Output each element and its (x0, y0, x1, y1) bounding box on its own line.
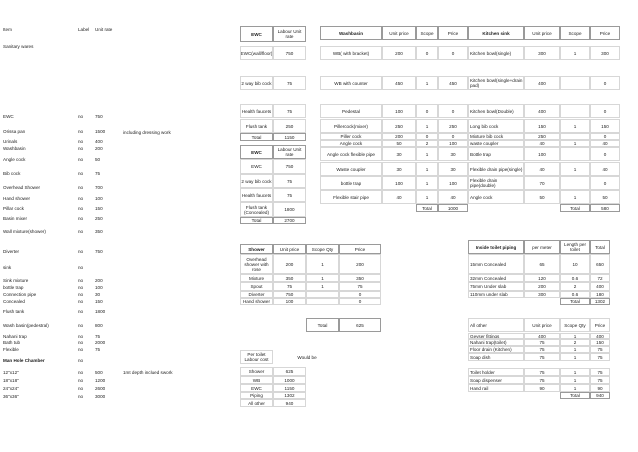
ewc2-cell: 75 (273, 188, 306, 202)
item-value: no (78, 195, 84, 201)
other-cell: 1 (560, 333, 590, 339)
item-name: 12"x12" (3, 369, 19, 375)
summary-cell: EWC (240, 384, 273, 392)
item-value: 350 (95, 228, 103, 234)
item-value: no (78, 156, 84, 162)
other-cell: 75 (524, 346, 560, 353)
summary-cell: All other (240, 399, 273, 407)
item-name: Sanitary wares (3, 43, 34, 49)
item-name: Orissa pan (3, 128, 26, 134)
other-header: Unit price (524, 318, 560, 332)
item-value: 800 (95, 323, 103, 328)
kitchen-cell: Long bib cock (468, 119, 524, 133)
item-value: 700 (95, 184, 103, 190)
ewc1-cell: 250 (273, 119, 306, 133)
other-cell: 1 (560, 353, 590, 361)
wash-cell: 0 (416, 104, 438, 118)
wash-cell: 450 (382, 76, 416, 90)
other-cell: 90 (524, 384, 560, 392)
wash-cell: Pillercock(mixer) (320, 119, 382, 133)
summary-cell: Per toilet Labour cost (240, 350, 273, 364)
inside-header: Total (590, 240, 610, 254)
wash-cell: Angle cock (320, 140, 382, 147)
kitchen-cell: 50 (524, 190, 560, 204)
other-cell: 75 (590, 353, 610, 361)
item-value: no (78, 369, 84, 375)
item-value (94, 259, 122, 275)
kitchen-cell (560, 133, 590, 140)
item-value: 150 (95, 298, 103, 304)
other-cell: 150 (590, 339, 610, 346)
shower-total-label: Total (306, 318, 339, 332)
inside-cell: 10 (560, 254, 590, 274)
ewc1-cell: Health faucets (240, 104, 273, 118)
item-name: Flush tank (3, 308, 25, 314)
kitchen-cell (560, 104, 590, 118)
summary-cell: WB (240, 376, 273, 384)
item-value: 750 (95, 114, 103, 119)
other-cell: 90 (590, 384, 610, 392)
kitchen-cell: 50 (590, 190, 620, 204)
kitchen-cell: Kitchen bowl(single+drain pad) (470, 78, 523, 88)
kitchen-cell: 1 (560, 190, 590, 204)
item-value: no (78, 205, 84, 211)
ewc2-cell: EWC (240, 159, 273, 174)
item-value: 200 (95, 146, 103, 151)
wash-cell: 1 (416, 162, 438, 176)
other-total-label: Total (560, 392, 590, 399)
kitchen-cell (560, 147, 590, 161)
wash-cell: 200 (382, 133, 416, 140)
kitchen-cell: 1 (560, 119, 590, 133)
wash-cell: 100 (438, 140, 468, 147)
shower-cell: 75 (273, 282, 306, 291)
other-cell: 400 (590, 333, 610, 339)
kitchen-cell: 0 (590, 133, 620, 140)
inside-cell: 200 (524, 282, 560, 291)
shower-cell: Hand shower (240, 298, 273, 305)
item-value: no (78, 146, 84, 151)
wash-cell: 50 (382, 140, 416, 147)
ewc2-cell: Flush tank (Concealed) (240, 202, 273, 217)
other-cell: 2 (560, 339, 590, 346)
wash-cell: 0 (416, 46, 438, 60)
kitchen-cell: waste coupler (468, 140, 524, 147)
shower-cell: 750 (273, 291, 306, 298)
item-value: 30 (95, 292, 101, 297)
inside-cell: 32mm Concealed (468, 274, 524, 282)
kitchen-cell: Mixture bib cock (468, 133, 524, 140)
kitchen-cell: 400 (524, 104, 560, 118)
ewc1-cell: EWC(wall/floor) (240, 46, 273, 60)
item-value: no (78, 184, 84, 190)
item-value: 150 (95, 205, 103, 211)
shower-cell: Spout (240, 282, 273, 291)
summary-cell: Piping (240, 392, 273, 399)
inside-cell: 72 (590, 274, 610, 282)
wash-header: Price (438, 26, 468, 40)
kitchen-header: Unit price (524, 26, 560, 40)
item-value: 100 (95, 195, 103, 201)
kitchen-cell: 150 (524, 119, 560, 133)
shower-header: Shower (240, 244, 273, 254)
summary-cell: Shower (240, 367, 273, 376)
item-value: 2600 (95, 385, 106, 391)
item-value: 1500 (95, 128, 106, 134)
other-cell: 75 (524, 368, 560, 376)
item-value: no (78, 114, 84, 119)
kitchen-cell: 0 (590, 147, 620, 161)
kitchen-cell: Flexible drain pipe(single) (468, 162, 524, 176)
kitchen-header: Scope (560, 26, 590, 40)
kitchen-cell: 1 (560, 162, 590, 176)
kitchen-header: Price (590, 26, 620, 40)
item-name: Wall mixture(shower) (3, 228, 46, 234)
ewc2-cell: 75 (273, 174, 306, 188)
item-value: no (78, 393, 84, 399)
other-cell: Toilet holder (468, 368, 524, 376)
shower-cell: 1 (306, 274, 339, 282)
item-value: 400 (95, 139, 103, 144)
item-value: 1800 (95, 308, 106, 314)
item-name: Sink mixture (3, 277, 29, 283)
item-name: Urinals (3, 139, 18, 144)
summary-cell: 1000 (273, 376, 306, 384)
wash-cell: Pedestal (320, 104, 382, 118)
other-cell: Floor drain (Kitchen) (468, 346, 524, 353)
kitchen-cell: 0 (590, 76, 620, 90)
item-value: no (78, 333, 84, 339)
ewc1-cell: 750 (273, 46, 306, 60)
item-name: Flexible (3, 347, 19, 352)
item-value: 750 (95, 249, 103, 254)
item-value: no (78, 139, 84, 144)
item-value: no (78, 285, 84, 290)
item-name: Basin mixer (3, 216, 27, 221)
item-value: no (78, 308, 84, 314)
ewc2-total-value: 2700 (273, 217, 306, 224)
kitchen-cell: Kitchen bowl(single) (468, 46, 524, 60)
shower-header: Price (339, 244, 381, 254)
shower-cell: 200 (339, 254, 381, 274)
item-value: no (78, 292, 84, 297)
wash-total-value: 1000 (438, 204, 468, 212)
item-value: no (78, 128, 84, 134)
item-name: 36"x36" (3, 393, 19, 399)
inside-cell: 120 (524, 274, 560, 282)
wash-cell: Waste coupler (320, 162, 382, 176)
shower-cell: 350 (273, 274, 306, 282)
item-name: 24"x24" (3, 385, 19, 391)
item-value: no (78, 385, 84, 391)
summary-cell: 1150 (273, 384, 306, 392)
ewc1-cell: Flush tank (240, 119, 273, 133)
shower-cell: Overhead shower with rose (240, 254, 273, 274)
ewc2-header: EWC (240, 145, 273, 159)
inside-cell: 0.6 (560, 274, 590, 282)
other-cell: Hand rail (468, 384, 524, 392)
ewc2-total-label: Total (240, 217, 273, 224)
kitchen-cell: 40 (524, 140, 560, 147)
item-name: Washbasin (3, 146, 26, 151)
item-name: Connection pipe (3, 292, 37, 297)
item-name: Bib cock (3, 170, 21, 176)
header-cell: Unit rate (95, 26, 113, 32)
item-value: 75 (95, 333, 101, 339)
other-cell: Soap dispenser (468, 376, 524, 384)
kitchen-cell: 100 (524, 147, 560, 161)
wash-cell: 30 (438, 162, 468, 176)
item-name: Wash basin(pedestral) (3, 323, 49, 328)
other-cell: 1 (560, 384, 590, 392)
inside-cell: 0.6 (560, 291, 590, 298)
shower-cell: 0 (339, 298, 381, 305)
shower-cell: 1 (306, 282, 339, 291)
item-value: 500 (95, 369, 103, 375)
item-value: 50 (95, 156, 101, 162)
item-name: Hand shower (3, 195, 31, 201)
ewc1-cell: 2 way bib cock (240, 76, 273, 90)
item-name: Overhead Shower (3, 184, 41, 190)
kitchen-cell: 40 (590, 162, 620, 176)
item-name: Pillar cock (3, 205, 24, 211)
shower-cell (306, 298, 339, 305)
kitchen-cell: Angle cock (468, 190, 524, 204)
kitchen-cell (560, 176, 590, 190)
shower-cell: Mixture (240, 274, 273, 282)
ewc1-total-value: 1150 (273, 133, 306, 141)
item-value (94, 38, 122, 54)
note: 1mt depth inclued swork (123, 369, 173, 375)
summary-cell: 1302 (273, 392, 306, 399)
inside-cell: 180 (590, 291, 610, 298)
wash-cell: 1 (416, 190, 438, 204)
kitchen-cell (560, 76, 590, 90)
other-total-value: 940 (590, 392, 610, 399)
other-cell: 75 (524, 339, 560, 346)
inside-cell: 650 (590, 254, 610, 274)
shower-cell: 200 (273, 254, 306, 274)
wash-total-label: Total (416, 204, 438, 212)
other-cell: 75 (590, 376, 610, 384)
item-value: no (78, 323, 84, 328)
other-cell: 400 (524, 333, 560, 339)
header-cell: Label (78, 26, 90, 32)
other-cell: 1 (560, 346, 590, 353)
item-value: no (78, 377, 84, 383)
kitchen-cell: 1 (560, 140, 590, 147)
inside-cell: 15mm Concealed (468, 254, 524, 274)
wash-cell: 30 (382, 162, 416, 176)
item-name: Angle cock (3, 156, 26, 162)
inside-total-label: Total (560, 298, 590, 305)
other-header: All other (468, 318, 524, 332)
other-cell: 75 (524, 376, 560, 384)
shower-header: Scope Qty (306, 244, 339, 254)
other-cell: 1 (560, 368, 590, 376)
ewc2-cell: 1800 (273, 202, 306, 217)
wash-cell: 2 (416, 140, 438, 147)
kitchen-header: Kitchen sink (468, 26, 524, 40)
inside-cell: 300 (524, 291, 560, 298)
shower-cell: Diverter (240, 291, 273, 298)
wash-cell: 0 (438, 133, 468, 140)
item-name: 18"x18" (3, 377, 19, 383)
item-value (77, 38, 94, 54)
shower-cell (306, 291, 339, 298)
ewc2-cell: Health faucets (240, 188, 273, 202)
shower-total-value: 625 (339, 318, 381, 332)
wash-cell: 30 (438, 147, 468, 161)
wash-cell: 0 (438, 46, 468, 60)
summary-cell: 625 (273, 367, 306, 376)
kitchen-cell: 1 (560, 46, 590, 60)
wash-cell: 1 (416, 76, 438, 90)
item-value: no (78, 358, 84, 363)
kitchen-cell: 40 (524, 162, 560, 176)
item-value: 75 (95, 347, 101, 352)
inside-cell: 110mm under slab (468, 291, 524, 298)
wash-cell: Flexible stair pipe (320, 190, 382, 204)
kitchen-cell: Kitchen bowl(Double) (468, 104, 524, 118)
inside-cell: 65 (524, 254, 560, 274)
inside-header: Inside toilet piping (468, 240, 524, 254)
kitchen-cell: 150 (590, 119, 620, 133)
item-name: sink (3, 264, 12, 270)
ewc1-total-label: Total (240, 133, 273, 141)
ewc1-header: EWC (240, 26, 273, 42)
ewc1-cell: 75 (273, 104, 306, 118)
shower-cell: 100 (273, 298, 306, 305)
wash-cell: 250 (438, 119, 468, 133)
wash-cell: 100 (438, 176, 468, 190)
other-cell: 1 (560, 376, 590, 384)
other-header: Scope Qty (560, 318, 590, 332)
wash-cell: 1 (416, 176, 438, 190)
inside-cell: 75mm Under slab (468, 282, 524, 291)
wash-cell: 250 (382, 119, 416, 133)
item-name: Concealed (3, 298, 25, 304)
summary-cell: Would be (297, 354, 317, 360)
item-value: no (78, 216, 84, 221)
note: including dressing work (123, 129, 171, 135)
wash-cell: 0 (438, 104, 468, 118)
wash-cell: 40 (382, 190, 416, 204)
inside-cell: 2 (560, 282, 590, 291)
ewc2-cell: 750 (273, 159, 306, 174)
other-cell: 75 (590, 346, 610, 353)
other-cell: 75 (524, 353, 560, 361)
other-cell: Soap dish (468, 353, 524, 361)
kitchen-cell: Flexible drain pipe(double) (468, 176, 524, 190)
item-name: Nahani trap (3, 333, 27, 339)
ewc2-header: Labour Unit rate (273, 145, 306, 159)
inside-cell: 400 (590, 282, 610, 291)
item-value: no (78, 277, 84, 283)
header-cell: Item (3, 26, 12, 32)
other-cell: Nahani trap(toilet) (468, 339, 524, 346)
shower-cell: 1 (306, 254, 339, 274)
wash-cell: 450 (438, 76, 468, 90)
wash-cell: Angle cock flexible pipe (320, 147, 382, 161)
item-name: Diverter (3, 249, 20, 254)
item-name: bottle trap (3, 285, 24, 290)
item-value (94, 353, 122, 368)
wash-cell: WB( with bracket) (320, 46, 382, 60)
item-value: no (78, 347, 84, 352)
item-value: 1200 (95, 377, 106, 383)
wash-cell: 200 (382, 46, 416, 60)
item-name: EWC (3, 114, 14, 119)
kitchen-cell: 400 (524, 76, 560, 90)
wash-header: Scope (416, 26, 438, 40)
kitchen-cell: 300 (524, 46, 560, 60)
ewc1-header: Labour Unit rate (273, 26, 306, 42)
inside-header: Length per toilet (560, 240, 590, 254)
item-value: 250 (95, 216, 103, 221)
shower-cell: 0 (339, 291, 381, 298)
wash-header: Unit price (382, 26, 416, 40)
wash-cell: 100 (382, 176, 416, 190)
item-value: no (78, 298, 84, 304)
item-value: no (78, 228, 84, 234)
kitchen-cell: 0 (590, 104, 620, 118)
other-cell: Geyser fittings (468, 333, 524, 339)
wash-cell: 40 (438, 190, 468, 204)
wash-cell: 1 (416, 147, 438, 161)
item-value: 75 (95, 170, 101, 176)
item-name: Bath tub (3, 340, 21, 345)
shower-cell: 75 (339, 282, 381, 291)
ewc2-cell: 2 way bib cock (240, 174, 273, 188)
kitchen-cell: 40 (590, 140, 620, 147)
other-header: Price (590, 318, 610, 332)
kitchen-total-value: 580 (590, 204, 620, 212)
kitchen-cell: 0 (590, 176, 620, 190)
wash-cell: 0 (416, 133, 438, 140)
wash-header: Washbasin (320, 26, 382, 40)
kitchen-cell: Bottle trap (468, 147, 524, 161)
wash-cell: Piller cock (320, 133, 382, 140)
item-value: 3000 (95, 393, 106, 399)
item-name: Man Hole Chamber (3, 358, 45, 363)
wash-cell: 30 (382, 147, 416, 161)
item-value: 100 (95, 285, 103, 290)
ewc1-cell: 75 (273, 76, 306, 90)
wash-cell: 100 (382, 104, 416, 118)
wash-cell: 1 (416, 119, 438, 133)
other-cell: 75 (590, 368, 610, 376)
item-value: no (78, 249, 84, 254)
summary-cell: 940 (273, 399, 306, 407)
kitchen-cell: 300 (590, 46, 620, 60)
item-value: 200 (95, 277, 103, 283)
item-value: no (78, 340, 84, 345)
wash-cell: WB with counter (320, 76, 382, 90)
item-value: no (78, 170, 84, 176)
shower-cell: 350 (339, 274, 381, 282)
item-value: no (78, 264, 84, 270)
inside-total-value: 1302 (590, 298, 610, 305)
wash-cell: bottle trap (320, 176, 382, 190)
kitchen-cell: 70 (524, 176, 560, 190)
kitchen-total-label: Total (560, 204, 590, 212)
kitchen-cell: 250 (524, 133, 560, 140)
shower-header: Unit price (273, 244, 306, 254)
item-value: 2000 (95, 340, 106, 345)
inside-header: per meter (524, 240, 560, 254)
